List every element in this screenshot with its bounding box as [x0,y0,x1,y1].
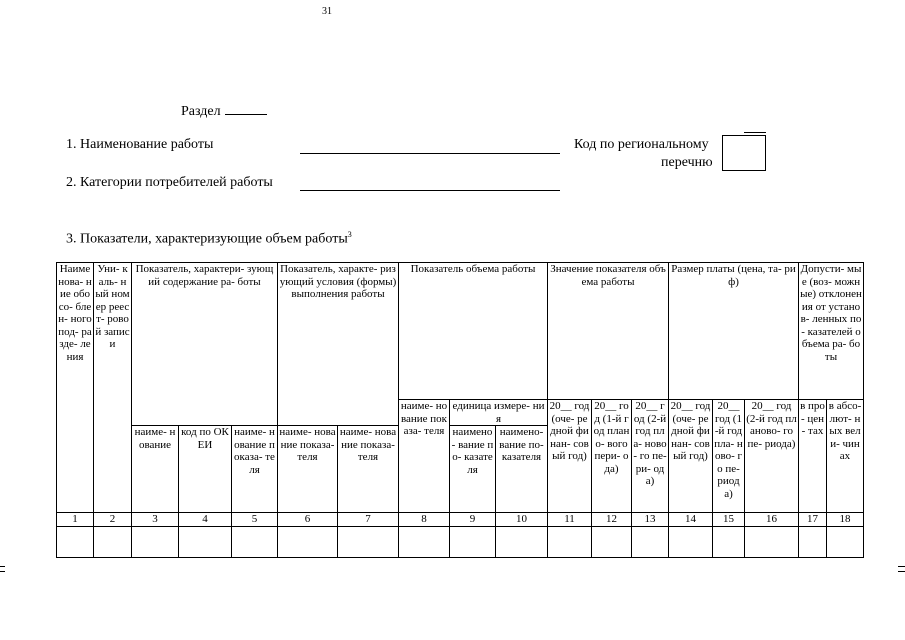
header-unit-okei: код по ОКЕИ [179,426,232,513]
empty-data-cell[interactable] [592,527,632,558]
header-value-year-plan2: 20__ год (2-й год пла- ново- го пе- ри- ода) [632,400,669,513]
empty-data-cell[interactable] [57,527,94,558]
header-content-group: Показатель, характери- зующий содержание ра- боты [132,263,278,426]
column-number: 7 [338,513,399,527]
section-label: Раздел [181,104,221,119]
column-number: 2 [94,513,132,527]
column-number: 8 [399,513,450,527]
column-number: 6 [278,513,338,527]
empty-data-cell[interactable] [713,527,745,558]
header-fee-year-current: 20__ год (оче- редной финан- совый год) [669,400,713,513]
header-volume-group: Показатель объема работы [399,263,548,400]
header-value-year-current: 20__ год (оче- редной финан- совый год) [548,400,592,513]
header-unit-group: единица измере- ния [450,400,548,426]
work-name-blank[interactable] [300,153,560,154]
header-volume-indicator-name: наиме- нование показа- теля [399,400,450,513]
consumers-label: 2. Категории потребителей работы [66,175,273,190]
column-number: 18 [827,513,864,527]
column-number: 3 [132,513,179,527]
column-number: 1 [57,513,94,527]
header-conditions-group: Показатель, характе- ризующий условия (формы) выполнения работы [278,263,399,426]
column-number: 4 [179,513,232,527]
header-fee-year-plan2: 20__ год (2-й год планово- го пе- риода) [745,400,799,513]
empty-data-row[interactable] [57,527,864,558]
work-volume-table [56,262,864,558]
consumers-blank[interactable] [300,190,560,191]
header-conditions-indicator-1: наимено- вание по- казателя [450,426,496,513]
empty-data-cell[interactable] [632,527,669,558]
column-number: 17 [799,513,827,527]
column-number: 14 [669,513,713,527]
empty-data-cell[interactable] [94,527,132,558]
section-number-blank[interactable] [225,102,267,115]
code-label-line1: Код по региональному [574,137,709,152]
work-name-label: 1. Наименование работы [66,137,214,152]
header-value-year-plan1: 20__ год (1-й год плано- вого пери- ода) [592,400,632,513]
code-box-top-line [744,132,766,133]
empty-data-cell[interactable] [338,527,399,558]
column-number: 5 [232,513,278,527]
empty-data-cell[interactable] [799,527,827,558]
header-fee-group: Размер платы (цена, та- риф) [669,263,799,400]
page-number: 31 [322,6,332,17]
right-margin-mark [898,566,905,572]
column-number: 12 [592,513,632,527]
empty-data-cell[interactable] [399,527,450,558]
header-content-indicator-1: наиме- нование показа- теля [232,426,278,513]
column-number: 15 [713,513,745,527]
header-content-indicator-2: наиме- нование показа- теля [278,426,338,513]
header-content-indicator-3: наиме- нование показа- теля [338,426,399,513]
empty-data-cell[interactable] [745,527,799,558]
section3-title [66,230,352,248]
code-box[interactable] [722,135,766,171]
section-heading [181,102,267,120]
section3-footnote: 3 [347,230,352,239]
header-unit-name: наиме- нование [132,426,179,513]
column-number-row [57,513,864,527]
empty-data-cell[interactable] [496,527,548,558]
empty-data-cell[interactable] [827,527,864,558]
column-number: 11 [548,513,592,527]
empty-data-cell[interactable] [278,527,338,558]
empty-data-cell[interactable] [450,527,496,558]
header-subdivision-name: Наиме нова- ние обосо- блен- ного под- разде- ления [57,263,94,513]
header-conditions-indicator-2: наимено- вание по- казателя [496,426,548,513]
header-value-group: Значение показателя объема работы [548,263,669,400]
empty-data-cell[interactable] [132,527,179,558]
column-number: 9 [450,513,496,527]
column-number: 16 [745,513,799,527]
column-number: 13 [632,513,669,527]
header-deviation-absolute: в абсо- лют- ных вели- чинах [827,400,864,513]
left-margin-mark [0,566,5,572]
header-deviation-percent: в про- цен- тах [799,400,827,513]
column-number: 10 [496,513,548,527]
header-registry-number: Уни- каль- ный номер реест- ровой записи [94,263,132,513]
header-fee-year-plan1: 20__ год (1-й год пла- ново- го пе- риода) [713,400,745,513]
empty-data-cell[interactable] [179,527,232,558]
empty-data-cell[interactable] [669,527,713,558]
empty-data-cell[interactable] [548,527,592,558]
header-deviation-group: Допусти- мые (воз- можные) отклонения от установ- ленных по- казателей объема ра- боты [799,263,864,400]
section3-title-text: 3. Показатели, характеризующие объем работы [66,231,348,247]
empty-data-cell[interactable] [232,527,278,558]
code-label-line2: перечню [661,155,713,170]
